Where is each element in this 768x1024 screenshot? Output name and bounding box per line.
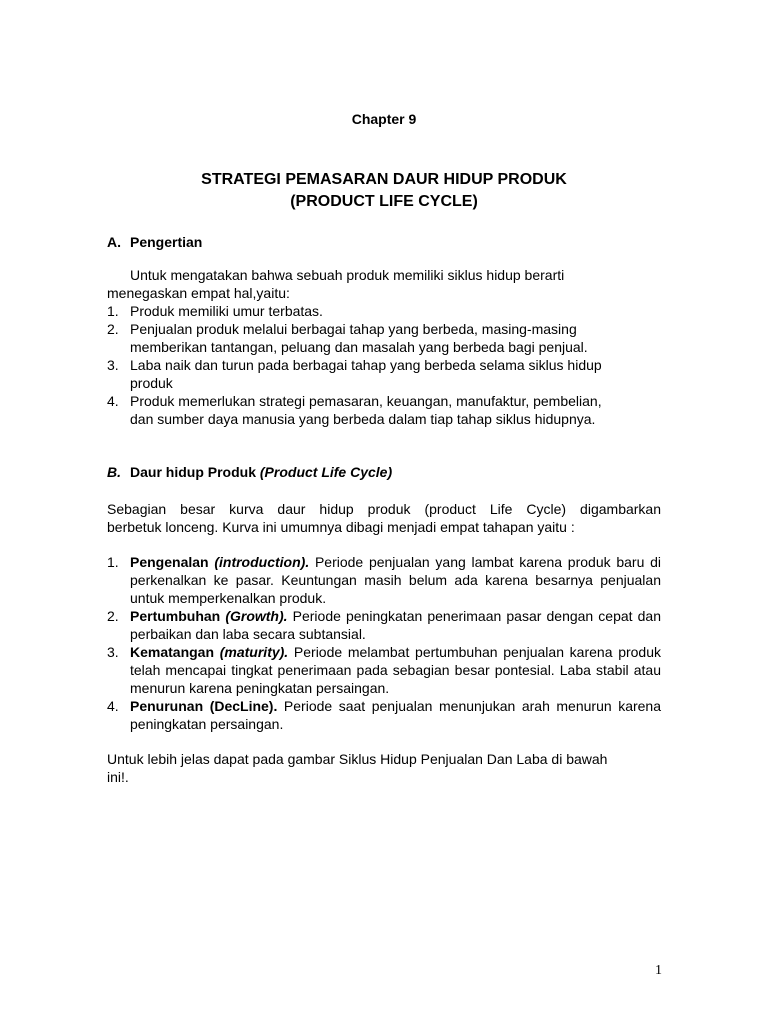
section-b-intro-line-2: berbetuk lonceng. Kurva ini umumnya dibagi menjadi empat tahapan yaitu :	[107, 519, 575, 535]
section-a-letter: A.	[107, 234, 121, 250]
section-b-letter: B.	[107, 464, 121, 480]
section-b-intro-line-1: Sebagian besar kurva daur hidup produk (product Life Cycle) digambarkan	[107, 501, 661, 517]
list-item: 4. Produk memerlukan strategi pemasaran, keuangan, manufaktur, pembelian, dan sumber daya manusia yang berbeda dalam tiap tahap siklus hidupnya.	[107, 393, 602, 427]
section-b-title-italic: (Product Life Cycle)	[259, 464, 393, 480]
section-a-heading	[107, 233, 202, 251]
section-b-stage-list	[107, 553, 661, 733]
chapter-label: Chapter 9	[351, 111, 417, 127]
section-a-list	[107, 302, 661, 428]
list-item: 3. Laba naik dan turun pada berbagai tahap yang berbeda selama siklus hidup produk	[107, 357, 602, 391]
title-line-1: STRATEGI PEMASARAN DAUR HIDUP PRODUK	[201, 171, 567, 188]
list-item: 1. Produk memiliki umur terbatas.	[107, 303, 323, 319]
section-a-intro-line-1: Untuk mengatakan bahwa sebuah produk memiliki siklus hidup berarti	[130, 267, 565, 283]
list-item: 2. Penjualan produk melalui berbagai tahap yang berbeda, masing-masing memberikan tantangan, peluang dan masalah yang berbeda bagi penjual.	[107, 321, 588, 355]
title-line-2: (PRODUCT LIFE CYCLE)	[290, 193, 478, 210]
section-a-intro-line-2: menegaskan empat hal,yaitu:	[107, 285, 290, 301]
section-b-title: Daur hidup Produk	[130, 464, 256, 480]
section-b-heading	[107, 463, 392, 481]
closing-line-2: ini!.	[107, 769, 129, 785]
closing-line-1: Untuk lebih jelas dapat pada gambar Siklus Hidup Penjualan Dan Laba di bawah	[107, 751, 608, 767]
list-item: 2. Pertumbuhan (Growth). Periode peningkatan penerimaan pasar dengan cepat dan perbaikan dan laba secara subtansial.	[107, 608, 661, 642]
list-item: 1. Pengenalan (introduction). Periode penjualan yang lambat karena produk baru di perkenalkan ke pasar. Keuntungan masih belum ada karena besarnya penjualan untuk memperkenalkan produk.	[107, 554, 662, 606]
section-a-title: Pengertian	[130, 234, 203, 250]
page-number: 1	[655, 963, 662, 978]
list-item: 4. Penurunan (DecLine). Periode saat penjualan menunjukan arah menurun karena peningkatan persaingan.	[107, 698, 662, 732]
list-item: 3. Kematangan (maturity). Periode melambat pertumbuhan penjualan karena produk telah mencapai tingkat penerimaan pada sebagian besar pontesial. Laba stabil atau menurun karena peningkatan persaingan.	[107, 644, 662, 696]
